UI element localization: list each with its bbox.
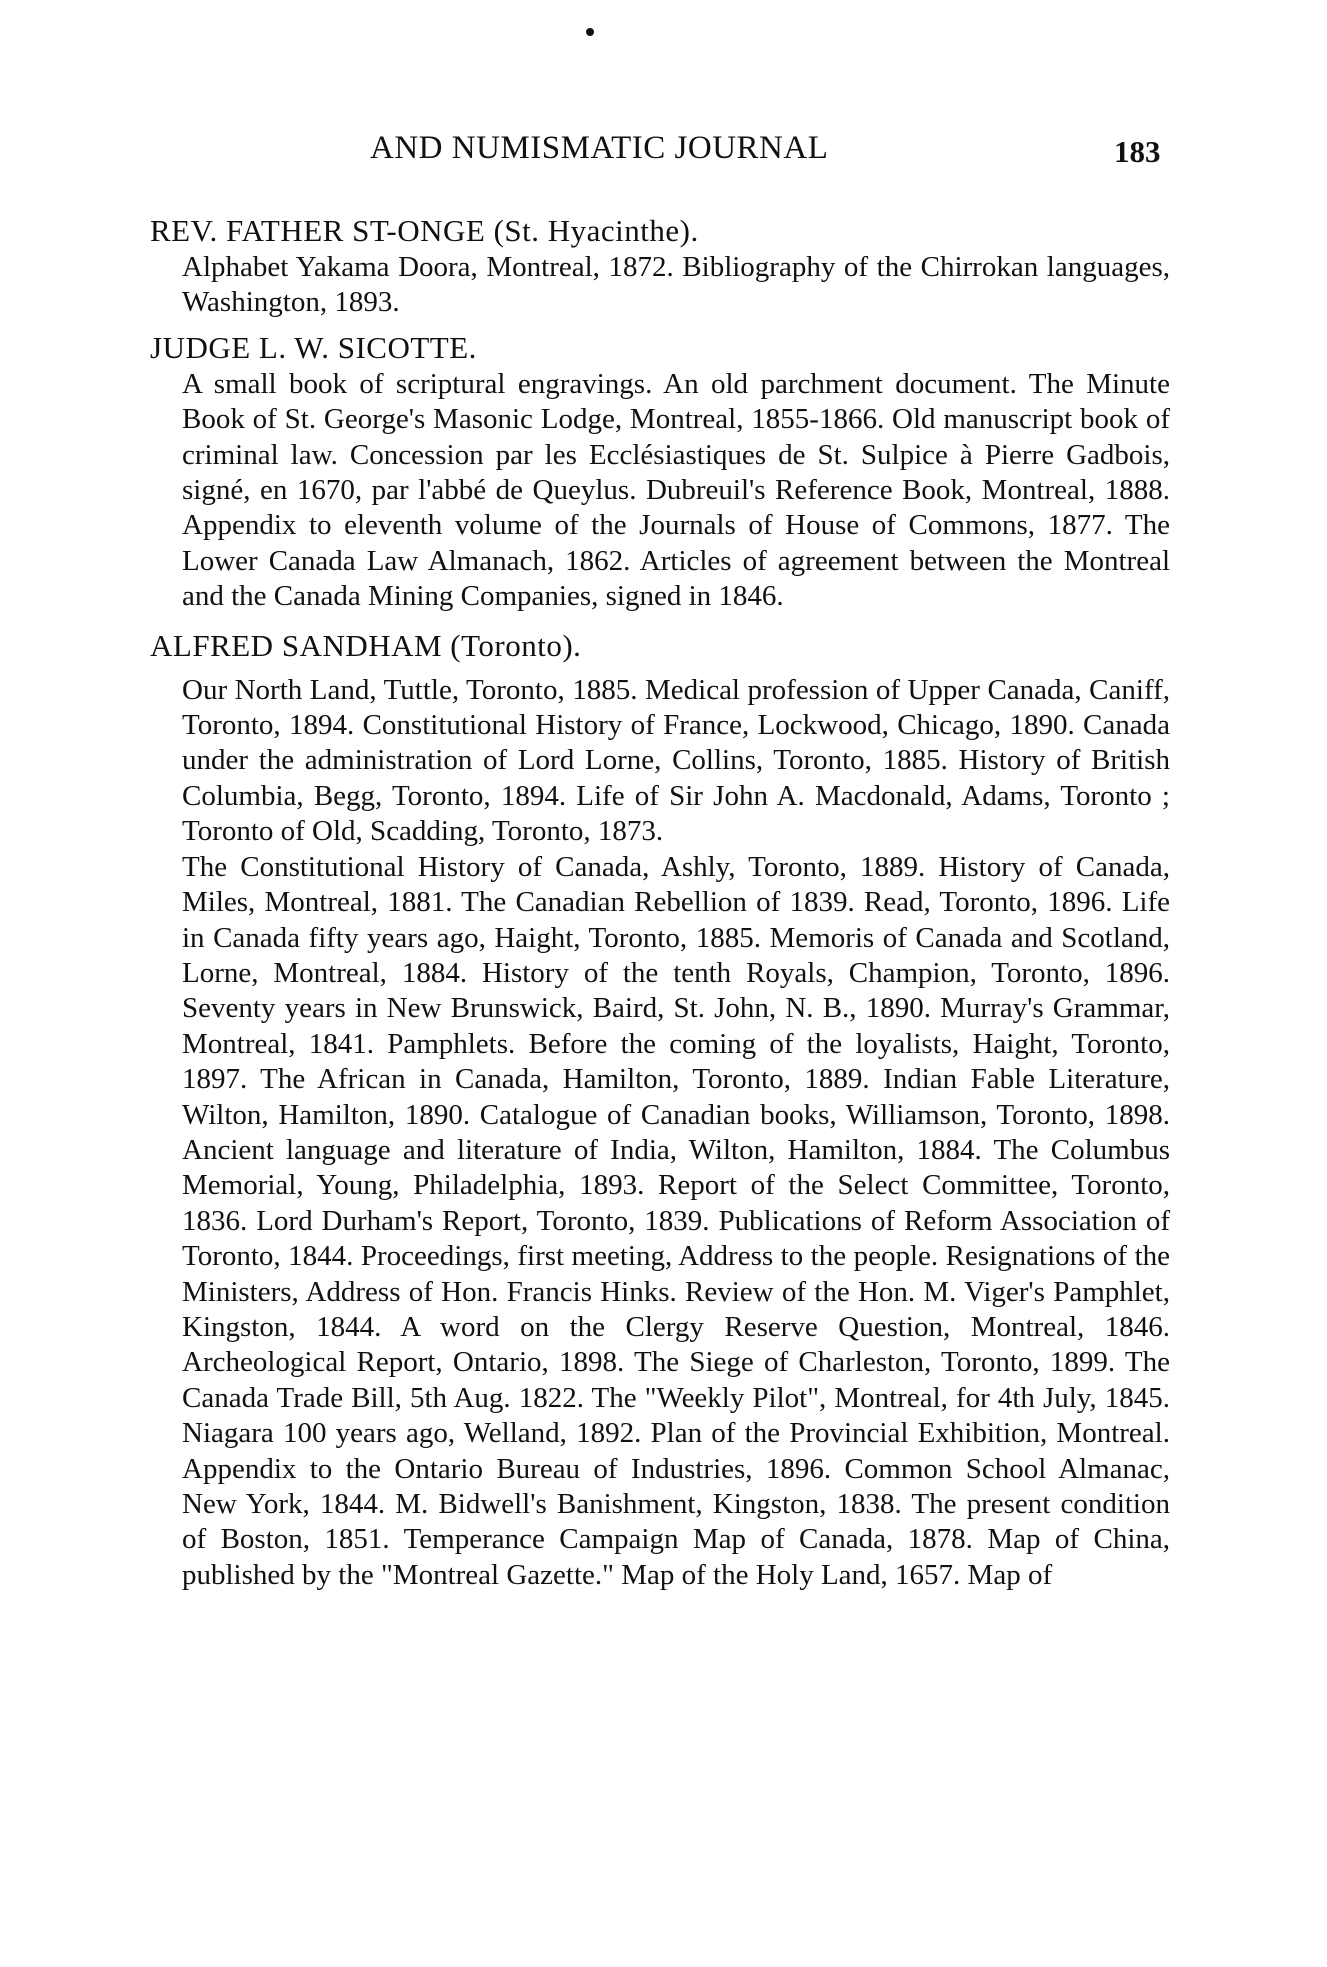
entry-heading-sicotte: JUDGE L. W. SICOTTE. — [150, 329, 477, 365]
entry-paragraph-sandham-2: The Constitutional History of Canada, Ashly, Toronto, 1889. History of Canada, Miles, Montreal, 1881. The Canadian Rebellion of 1839. Read, Toronto, 1896. Life in Canada fifty years ago, Haight, Toronto, 1885. Memoris of Canada and Scotland, Lorne, Montreal, 1884. History of the tenth Royals, Champion, Toronto, 1896. Seventy years in New Brunswick, Baird, St. John, N. B., 1890. Murray's Grammar, Montreal, 1841. Pamphlets. Before the coming of the loyalists, Haight, Toronto, 1897. The African in Canada, Hamilton, Toronto, 1889. Indian Fable Literature, Wilton, Hamilton, 1890. Catalogue of Canadian books, Williamson, Toronto, 1898. Ancient language and literature of India, Wilton, Hamilton, 1884. The Columbus Memorial, Young, Philadelphia, 1893. Report of the Select Committee, Toronto, 1836. Lord Durham's Report, Toronto, 1839. Publications of Reform Association of Toronto, 1844. Proceedings, first meeting, Address to the people. Resignations of the Ministers, Address of Hon. Francis Hinks. Review of the Hon. M. Viger's Pamphlet, Kingston, 1844. A word on the Clergy Reserve Question, Montreal, 1846. Archeological Report, Ontario, 1898. The Siege of Charleston, Toronto, 1899. The Canada Trade Bill, 5th Aug. 1822. The "Weekly Pilot", Montreal, for 4th July, 1845. Niagara 100 years ago, Welland, 1892. Plan of the Provincial Exhibition, Montreal. Appendix to the Ontario Bureau of Industries, 1896. Common School Almanac, New York, 1844. M. Bidwell's Banishment, Kingston, 1838. The present condition of Boston, 1851. Temperance Campaign Map of Canada, 1878. Map of China, published by the "Montreal Gazette." Map of the Holy Land, 1657. Map of — [182, 850, 1170, 1591]
running-head: AND NUMISMATIC JOURNAL — [370, 130, 829, 166]
page-number: 183 — [1114, 134, 1161, 169]
entry-heading-sandham: ALFRED SANDHAM (Toronto). — [150, 627, 582, 663]
entry-paragraph-sandham-1: Our North Land, Tuttle, Toronto, 1885. Medical profession of Upper Canada, Caniff, Toronto, 1894. Constitutional History of France, Lockwood, Chicago, 1890. Canada under the administration of Lord Lorne, Collins, Toronto, 1885. History of British Columbia, Begg, Toronto, 1894. Life of Sir John A. Macdonald, Adams, Toronto ; Toronto of Old, Scadding, Toronto, 1873. — [182, 673, 1170, 848]
entry-paragraph-st-onge: Alphabet Yakama Doora, Montreal, 1872. Bibliography of the Chirrokan languages, Washington, 1893. — [182, 251, 1170, 319]
page-content — [150, 212, 1170, 1593]
ornament-dot — [586, 28, 594, 36]
entry-heading-st-onge: REV. FATHER ST-ONGE (St. Hyacinthe). — [150, 213, 699, 248]
entry-paragraph-sicotte: A small book of scriptural engravings. An old parchment document. The Minute Book of St. George's Masonic Lodge, Montreal, 1855-1866. Old manuscript book of criminal law. Concession par les Ecclésiastiques de St. Sulpice à Pierre Gadbois, signé, en 1670, par l'abbé de Queylus. Dubreuil's Reference Book, Montreal, 1888. Appendix to eleventh volume of the Journals of House of Commons, 1877. The Lower Canada Law Almanach, 1862. Articles of agreement between the Montreal and the Canada Mining Companies, signed in 1846. — [182, 367, 1170, 613]
